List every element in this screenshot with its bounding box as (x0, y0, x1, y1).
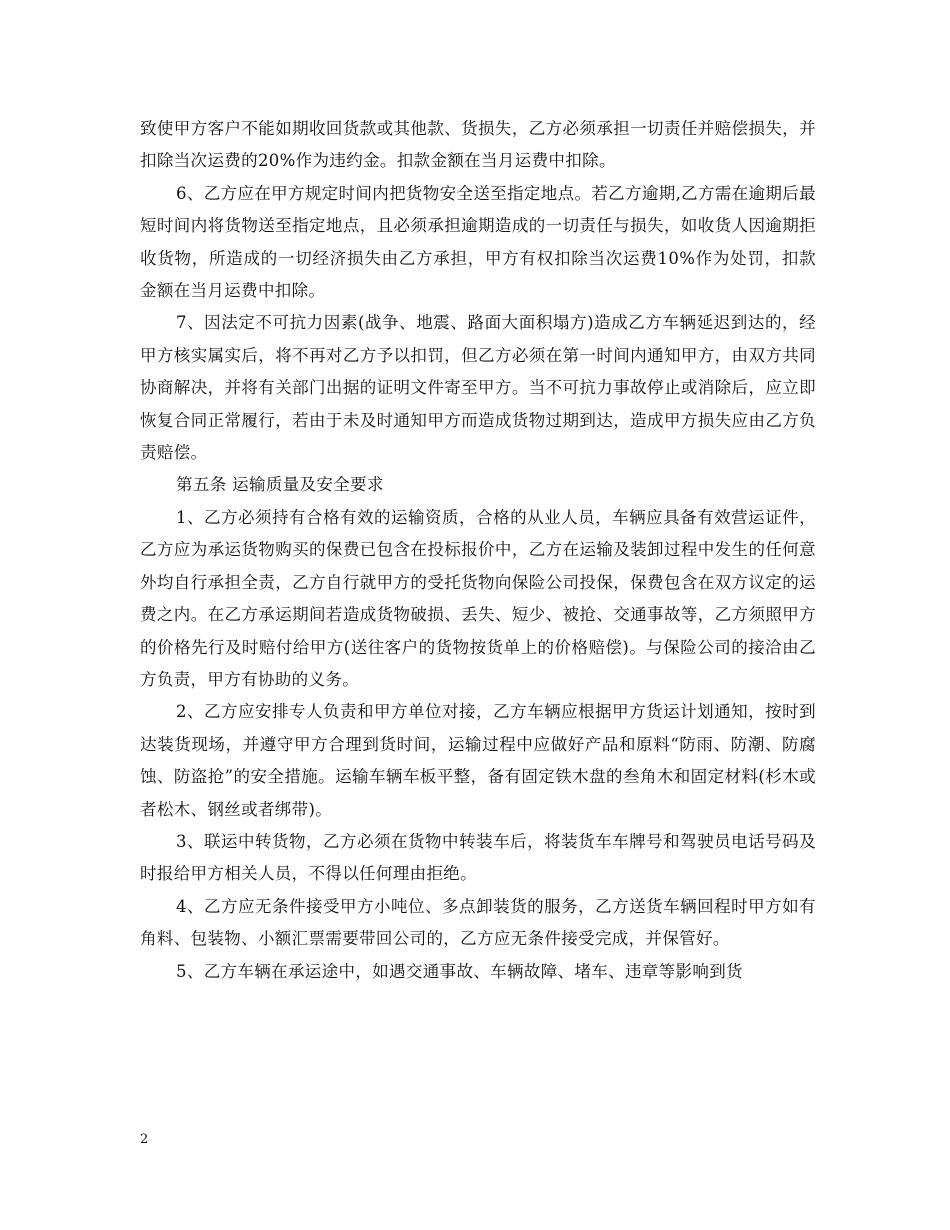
paragraph-requirement-5: 5、乙方车辆在承运途中，如遇交通事故、车辆故障、堵车、违章等影响到货 (176, 961, 743, 981)
paragraph-continuation: 致使甲方客户不能如期收回货款或其他款、货损失，乙方必须承担一切责任并赔偿损失，并扣除当次运费的20%作为违约金。扣款金额在当月运费中扣除。 (140, 119, 816, 171)
document-body (140, 113, 816, 988)
paragraph-requirement-3: 3、联运中转货物，乙方必须在货物中转装车后，将装货车车牌号和驾驶员电话号码及时报给甲方相关人员，不得以任何理由拒绝。 (140, 831, 816, 884)
paragraph-requirement-4: 4、乙方应无条件接受甲方小吨位、多点卸装货的服务，乙方送货车辆回程时甲方如有角料、包装物、小额汇票需要带回公司的，乙方应无条件接受完成，并保管好。 (140, 896, 816, 949)
page-number: 2 (140, 1132, 149, 1147)
paragraph-requirement-1: 1、乙方必须持有合格有效的运输资质，合格的从业人员，车辆应具备有效营运证件，乙方应为承运货物购买的保费已包含在投标报价中，乙方在运输及装卸过程中发生的任何意外均自行承担全责，乙方自行就甲方的受托货物向保险公司投保，保费包含在双方议定的运费之内。在乙方承运期间若造成货物破损、丢失、短少、被抢、交通事故等，乙方须照甲方的价格先行及时赔付给甲方(送往客户的货物按货单上的价格赔偿)。与保险公司的接洽由乙方负责，甲方有协助的义务。 (140, 507, 816, 689)
paragraph-clause-6: 6、乙方应在甲方规定时间内把货物安全送至指定地点。若乙方逾期,乙方需在逾期后最短时间内将货物送至指定地点，且必须承担逾期造成的一切责任与损失，如收货人因逾期拒收货物，所造成的一切经济损失由乙方承担，甲方有权扣除当次运费10%作为处罚，扣款金额在当月运费中扣除。 (140, 183, 816, 301)
section-heading-article-5: 第五条 运输质量及安全要求 (176, 475, 384, 495)
paragraph-clause-7: 7、因法定不可抗力因素(战争、地震、路面大面积塌方)造成乙方车辆延迟到达的，经甲方核实属实后，将不再对乙方予以扣罚，但乙方必须在第一时间内通知甲方，由双方共同协商解决，并将有关部门出据的证明文件寄至甲方。当不可抗力事故停止或消除后，应立即恢复合同正常履行，若由于未及时通知甲方而造成货物过期到达，造成甲方损失应由乙方负责赔偿。 (140, 313, 816, 463)
paragraph-requirement-2: 2、乙方应安排专人负责和甲方单位对接，乙方车辆应根据甲方货运计划通知，按时到达装货现场，并遵守甲方合理到货时间，运输过程中应做好产品和原料“防雨、防潮、防腐蚀、防盗抢”的安全措施。运输车辆车板平整，备有固定铁木盘的叁角木和固定材料(杉木或者松木、钢丝或者绑带)。 (140, 702, 816, 819)
